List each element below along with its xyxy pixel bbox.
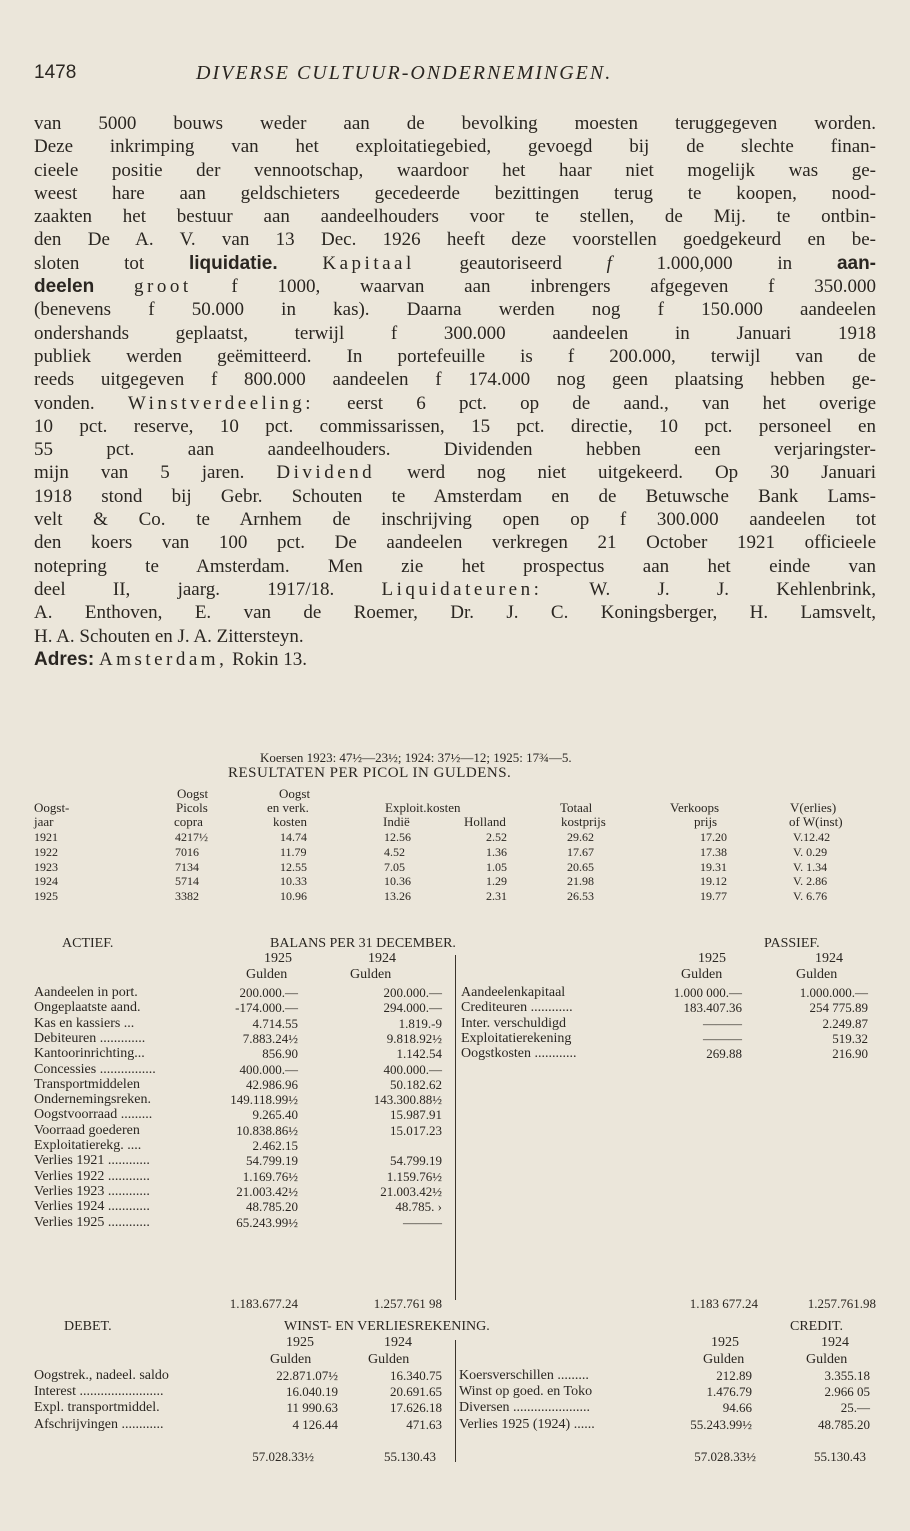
- text-line: [34, 252, 876, 275]
- text-run: eerst 6 pct. op de aand., van het overige: [313, 392, 877, 414]
- balance-year: 1924: [368, 951, 396, 966]
- balance-asset-1924: 15.017.23: [390, 1122, 442, 1138]
- text-line: publiek werden geëmitteerd. In portefeuille is f 200.000, terwijl van de: [34, 345, 876, 367]
- results-cell: 17.67: [567, 844, 594, 859]
- pl-year: 1925: [711, 1335, 739, 1350]
- balance-asset-label: Kas en kassiers ...: [34, 1015, 135, 1031]
- balance-liability-1924: 254 775.89: [809, 1000, 868, 1016]
- balance-year: 1925: [698, 951, 726, 966]
- text-line: [34, 461, 876, 484]
- text-line: Deze inkrimping van het exploitatiegebied, gevoegd bij de slechte finan-: [34, 136, 876, 158]
- balance-asset-1925: 9.265.40: [252, 1107, 298, 1123]
- balance-asset-1925: 42.986.96: [246, 1076, 298, 1092]
- kapitaal-heading: Kapitaal: [322, 252, 415, 274]
- results-cell: V. 2.86: [793, 874, 828, 889]
- results-header: Exploit.kosten: [385, 800, 461, 815]
- pl-debit-1925: 4 126.44: [292, 1416, 338, 1432]
- results-title: RESULTATEN PER PICOL IN GULDENS.: [228, 765, 512, 781]
- balance-liability-1925: ———: [703, 1030, 742, 1046]
- balance-asset-label: Ongeplaatste aand.: [34, 1000, 141, 1016]
- balance-liability-label: Exploitatierekening: [461, 1030, 572, 1046]
- results-header: V(erlies): [790, 800, 837, 815]
- text-run: 1.000,000 in: [611, 252, 837, 274]
- pl-unit: Gulden: [806, 1352, 848, 1367]
- text-run: werd nog niet uitgekeerd. Op 30 Januari: [375, 462, 876, 484]
- results-header: kostprijs: [561, 814, 606, 829]
- results-cell: V.12.42: [793, 830, 831, 844]
- text-line: zaakten het bestuur aan aandeelhouders voor te stellen, de Mij. te ontbin-: [34, 206, 876, 228]
- balance-total: 1.183.677.24: [229, 1296, 298, 1311]
- results-header: Totaal: [560, 800, 593, 815]
- pl-unit: Gulden: [270, 1352, 312, 1367]
- balance-asset-1924: 48.785. ›: [395, 1199, 442, 1215]
- results-cell: 5714: [175, 874, 199, 889]
- results-cell: 13.26: [384, 889, 411, 904]
- results-cell: 10.96: [280, 889, 307, 904]
- balance-liability-1925: ———: [703, 1015, 742, 1031]
- text-line: 10 pct. reserve, 10 pct. commissarissen, 15 pct. directie, 10 pct. personeel en: [34, 415, 876, 437]
- balance-liability-1924: 2.249.87: [822, 1015, 868, 1031]
- balance-asset-1925: 856.90: [262, 1046, 298, 1062]
- text-run: [94, 276, 134, 297]
- balance-asset-label: Oogstvoorraad .........: [34, 1107, 153, 1123]
- pl-credit-1925: 94.66: [722, 1400, 752, 1416]
- text-line: H. A. Schouten en J. A. Zittersteyn.: [34, 625, 304, 647]
- results-cell: 7134: [175, 859, 199, 874]
- results-cell: 1.29: [486, 874, 507, 889]
- balance-asset-1924: 15.987.91: [390, 1107, 442, 1123]
- balance-asset-label: Verlies 1921 ............: [34, 1153, 150, 1169]
- pl-unit: Gulden: [368, 1352, 410, 1367]
- pl-year: 1924: [384, 1335, 412, 1350]
- pl-credit-label: Winst op goed. en Toko: [459, 1384, 593, 1400]
- adres-street: Rokin 13.: [227, 648, 308, 670]
- pl-year: 1924: [821, 1335, 849, 1350]
- balance-liability-label: Inter. verschuldigd: [461, 1015, 566, 1031]
- results-cell: 19.77: [700, 889, 727, 904]
- results-header: jaar: [34, 814, 54, 829]
- text-line: den De A. V. van 13 Dec. 1926 heeft deze voorstellen goedgekeurd en be-: [34, 229, 876, 251]
- pl-left-title: DEBET.: [64, 1319, 112, 1334]
- balance-asset-1925: 4.714.55: [252, 1015, 298, 1031]
- adres-label: Adres:: [34, 648, 95, 670]
- balance-asset-label: Concessies ................: [34, 1061, 156, 1077]
- results-cell: 11.79: [280, 844, 307, 859]
- balance-asset-label: Verlies 1922 ............: [34, 1168, 150, 1184]
- balance-unit: Gulden: [246, 967, 288, 982]
- text-run: vonden.: [34, 392, 128, 414]
- results-cell: 2.52: [486, 830, 507, 844]
- pl-credit-1925: 55.243.99½: [690, 1416, 752, 1432]
- pl-credit-label: Verlies 1925 (1924) ......: [459, 1416, 595, 1432]
- aandeelen-heading-cont: deelen: [34, 276, 95, 298]
- text-line: van 5000 bouws weder aan de bevolking moesten teruggegeven worden.: [34, 113, 876, 134]
- balance-title: BALANS PER 31 DECEMBER.: [270, 936, 456, 951]
- balance-asset-1924: 294.000.—: [383, 1000, 442, 1016]
- pl-debit-1925: 16.040.19: [286, 1384, 338, 1400]
- pl-total: 55.130.43: [814, 1449, 866, 1464]
- results-header: Picols: [176, 800, 208, 815]
- results-cell: 7.05: [384, 859, 405, 874]
- text-run: deel II, jaarg. 1917/18.: [34, 578, 382, 600]
- balance-unit: Gulden: [681, 967, 723, 982]
- balance-asset-1925: 200.000.—: [239, 985, 298, 1000]
- balance-liability-label: Aandeelenkapitaal: [461, 985, 566, 1000]
- running-title: DIVERSE CULTUUR-ONDERNEMINGEN.: [196, 62, 613, 84]
- page-header: [34, 62, 894, 86]
- results-header: Holland: [464, 814, 506, 829]
- text-line: [34, 392, 876, 415]
- balance-asset-1924: 54.799.19: [390, 1153, 442, 1169]
- text-line: notepring te Amsterdam. Men zie het prospectus aan het einde van: [34, 555, 876, 577]
- results-header: Verkoops: [670, 800, 720, 815]
- adres-city: Amsterdam,: [98, 648, 228, 670]
- results-cell: 1925: [34, 889, 58, 904]
- text-line: ondershands geplaatst, terwijl f 300.000 aandeelen in Januari 1918: [34, 322, 876, 344]
- results-cell: 29.62: [567, 830, 594, 844]
- balance-asset-label: Kantoorinrichting...: [34, 1046, 145, 1062]
- balance-asset-1925: 54.799.19: [246, 1153, 298, 1169]
- balance-total: 1.257.761 98: [373, 1296, 442, 1311]
- balance-liability-1925: 269.88: [706, 1046, 742, 1062]
- pl-debit-label: Interest ........................: [34, 1384, 164, 1400]
- balance-asset-1925: 400.000.—: [239, 1061, 298, 1077]
- balance-asset-1925: 2.462.15: [252, 1138, 298, 1153]
- results-cell: 1924: [34, 874, 58, 889]
- results-header: en verk.: [267, 800, 309, 815]
- text-line: 1918 stond bij Gebr. Schouten te Amsterdam en de Betuwsche Bank Lams-: [34, 485, 876, 507]
- balance-asset-1925: -174.000.—: [235, 1000, 298, 1016]
- balance-asset-label: Verlies 1924 ............: [34, 1199, 150, 1215]
- balance-asset-1925: 21.003.42½: [236, 1183, 298, 1199]
- balance-asset-1925: 10.838.86½: [236, 1122, 298, 1138]
- pl-credit-1924: 3.355.18: [824, 1368, 870, 1383]
- balance-asset-1925: 48.785.20: [246, 1199, 298, 1215]
- results-cell: V. 6.76: [793, 889, 828, 904]
- text-run: [278, 253, 323, 274]
- balance-liability-label: Crediteuren ............: [461, 1000, 573, 1016]
- text-run: geautoriseerd: [414, 252, 607, 274]
- balance-liability-1925: 1.000 000.—: [673, 985, 742, 1000]
- balance-asset-label: Exploitatierekg. ....: [34, 1138, 142, 1153]
- balance-asset-1924: 1.819.-9: [398, 1015, 442, 1031]
- results-cell: 26.53: [567, 889, 594, 904]
- company-description: [34, 112, 876, 671]
- results-cell: V. 1.34: [793, 859, 828, 874]
- text-line: cieele positie der vennootschap, waardoor het haar niet mogelijk was ge-: [34, 159, 876, 181]
- balance-asset-1924: 1.142.54: [396, 1046, 442, 1062]
- pl-total: 55.130.43: [384, 1449, 436, 1464]
- pl-divider: [455, 1340, 456, 1462]
- results-header: Oogst: [279, 786, 311, 801]
- balance-liability-label: Oogstkosten ............: [461, 1046, 577, 1062]
- pl-right-title: CREDIT.: [790, 1319, 844, 1334]
- pl-credit-1924: 48.785.20: [818, 1416, 870, 1432]
- balance-asset-label: Verlies 1923 ............: [34, 1183, 150, 1199]
- text-line: (benevens f 50.000 in kas). Daarna werden nog f 150.000 aandeelen: [34, 299, 876, 321]
- balance-asset-1924: ———: [403, 1214, 442, 1230]
- balance-asset-1925: 149.118.99½: [230, 1092, 298, 1108]
- balance-asset-1924: 200.000.—: [383, 985, 442, 1000]
- results-cell: 12.56: [384, 830, 411, 844]
- pl-credit-1924: 2.966 05: [824, 1384, 870, 1400]
- pl-credit-label: Diversen ......................: [459, 1400, 591, 1416]
- text-run: W. J. J. Kehlenbrink,: [542, 578, 876, 600]
- balance-asset-1924: 400.000.—: [383, 1061, 442, 1077]
- pl-credit-1925: 1.476.79: [706, 1384, 752, 1400]
- florin-sign: f: [606, 252, 612, 274]
- results-cell: 4217½: [175, 830, 208, 844]
- balance-asset-1924: 1.159.76½: [386, 1168, 442, 1184]
- results-cell: 1921: [34, 830, 58, 844]
- balance-asset-label: Voorraad goederen: [34, 1122, 140, 1138]
- balance-right-title: PASSIEF.: [764, 936, 820, 951]
- balance-year: 1924: [815, 951, 843, 966]
- balance-asset-1925: 7.883.24½: [242, 1030, 298, 1046]
- text-line: reeds uitgegeven f 800.000 aandeelen f 174.000 nog geen plaatsing hebben ge-: [34, 369, 876, 391]
- results-header: Oogst: [177, 786, 209, 801]
- results-header: of W(inst): [789, 814, 843, 829]
- results-header: kosten: [273, 814, 307, 829]
- balance-asset-label: Aandeelen in port.: [34, 985, 138, 1000]
- text-line: [34, 275, 876, 298]
- text-run: f 1000, waarvan aan inbrengers afgegeven f 350.000: [191, 276, 877, 298]
- text-run: sloten tot: [34, 252, 189, 274]
- text-line: velt & Co. te Arnhem de inschrijving open op f 300.000 aandeelen tot: [34, 509, 876, 531]
- results-cell: 3382: [175, 889, 199, 904]
- results-header: Indië: [383, 814, 410, 829]
- page-number: 1478: [34, 62, 77, 83]
- pl-credit-1924: 25.—: [840, 1400, 870, 1416]
- pl-title: WINST- EN VERLIESREKENING.: [284, 1319, 490, 1334]
- pl-debit-1925: 22.871.07½: [276, 1368, 338, 1383]
- groot-spaced: groot: [134, 276, 192, 298]
- pl-debit-label: Expl. transportmiddel.: [34, 1400, 160, 1416]
- balance-total: 1.257.761.98: [807, 1296, 876, 1311]
- pl-debit-1924: 17.626.18: [390, 1400, 442, 1416]
- pl-debit-1924: 471.63: [406, 1416, 442, 1432]
- pl-debit-label: Afschrijvingen ............: [34, 1416, 164, 1432]
- address-line: [34, 648, 876, 671]
- balance-year: 1925: [264, 951, 292, 966]
- results-cell: 2.31: [486, 889, 507, 904]
- winstverdeeling-heading: Winstverdeeling:: [127, 392, 314, 414]
- results-cell: 4.52: [384, 844, 405, 859]
- balance-liability-1924: 519.32: [832, 1030, 868, 1046]
- balance-divider: [455, 955, 456, 1300]
- pl-total: 57.028.33½: [694, 1449, 756, 1464]
- results-header: copra: [174, 814, 203, 829]
- balance-asset-label: Transportmiddelen: [34, 1076, 141, 1092]
- balance-liability-1925: 183.407.36: [683, 1000, 742, 1016]
- results-header: prijs: [694, 814, 718, 829]
- balance-asset-1925: 1.169.76½: [242, 1168, 298, 1184]
- results-cell: 19.12: [700, 874, 727, 889]
- text-line: [34, 578, 876, 601]
- dividend-heading: Dividend: [276, 462, 376, 484]
- results-cell: 17.20: [700, 830, 727, 844]
- balance-asset-label: Ondernemingsreken.: [34, 1092, 152, 1108]
- text-line: weest hare aan geldschieters gecedeerde bezittingen terug te koopen, nood-: [34, 182, 876, 204]
- pl-credit-1925: 212.89: [716, 1368, 752, 1383]
- balance-asset-1924: 143.300.88½: [373, 1092, 442, 1108]
- pl-debit-label: Oogstrek., nadeel. saldo: [34, 1368, 169, 1383]
- pl-credit-label: Koersverschillen .........: [459, 1368, 589, 1383]
- results-cell: 12.55: [280, 859, 307, 874]
- results-cell: 21.98: [567, 874, 594, 889]
- aandeelen-heading: aan-: [836, 252, 877, 274]
- balance-asset-label: Verlies 1925 ............: [34, 1214, 150, 1230]
- balance-total: 1.183 677.24: [689, 1296, 758, 1311]
- balance-asset-1924: 9.818.92½: [386, 1030, 442, 1046]
- liquidateuren-heading: Liquidateuren:: [381, 578, 543, 600]
- pl-debit-1924: 16.340.75: [390, 1368, 442, 1383]
- pl-debit-1925: 11 990.63: [286, 1400, 338, 1416]
- results-cell: 14.74: [280, 830, 307, 844]
- results-cell: 17.38: [700, 844, 727, 859]
- text-line: den koers van 100 pct. De aandeelen verkregen 21 October 1921 officieele: [34, 532, 876, 554]
- balance-liability-1924: 216.90: [832, 1046, 868, 1062]
- text-line: A. Enthoven, E. van de Roemer, Dr. J. C. Koningsberger, H. Lamsvelt,: [34, 602, 876, 624]
- balance-liability-1924: 1.000.000.—: [799, 985, 868, 1000]
- results-cell: 10.36: [384, 874, 411, 889]
- results-cell: 20.65: [567, 859, 594, 874]
- results-cell: V. 0.29: [793, 844, 828, 859]
- koersen-line: Koersen 1923: 47½—23½; 1924: 37½—12; 1925: 17¾—5.: [260, 750, 572, 765]
- balance-asset-1925: 65.243.99½: [236, 1214, 298, 1230]
- balance-left-title: ACTIEF.: [62, 936, 114, 951]
- balance-asset-1924: 21.003.42½: [380, 1183, 442, 1199]
- results-cell: 1.36: [486, 844, 507, 859]
- liquidatie-heading: liquidatie.: [188, 252, 278, 274]
- results-cell: 19.31: [700, 859, 727, 874]
- results-cell: 7016: [175, 844, 199, 859]
- pl-total: 57.028.33½: [252, 1449, 314, 1464]
- results-header: Oogst-: [34, 800, 70, 815]
- results-cell: 1.05: [486, 859, 507, 874]
- results-cell: 10.33: [280, 874, 307, 889]
- results-cell: 1922: [34, 844, 58, 859]
- balance-unit: Gulden: [796, 967, 838, 982]
- pl-year: 1925: [286, 1335, 314, 1350]
- balance-unit: Gulden: [350, 967, 392, 982]
- balance-asset-1924: 50.182.62: [390, 1076, 442, 1092]
- text-line: 55 pct. aan aandeelhouders. Dividenden hebben een verjaringster-: [34, 439, 876, 461]
- text-run: mijn van 5 jaren.: [34, 462, 277, 484]
- results-cell: 1923: [34, 859, 58, 874]
- pl-debit-1924: 20.691.65: [390, 1384, 442, 1400]
- balance-asset-label: Debiteuren .............: [34, 1030, 146, 1046]
- pl-unit: Gulden: [703, 1352, 745, 1367]
